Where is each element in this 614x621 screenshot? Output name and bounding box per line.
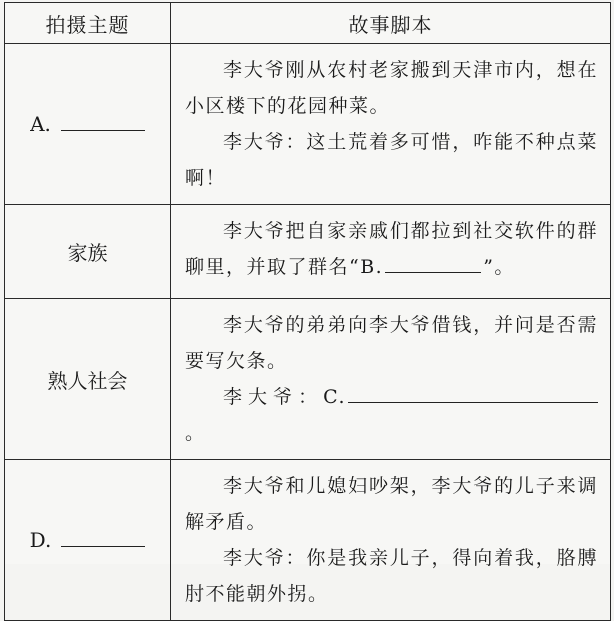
script-paragraph: 李大爷和儿媳妇吵架，李大爷的儿子来调解矛盾。	[185, 475, 598, 533]
table-row	[5, 460, 611, 621]
fill-blank-a[interactable]	[61, 129, 145, 131]
header-script: 故事脚本	[171, 3, 611, 44]
script-cell-d	[171, 460, 611, 621]
header-row	[5, 3, 611, 44]
table-row	[5, 44, 611, 205]
script-paragraph: 李大爷：这土荒着多可惜，咋能不种点菜啊！	[185, 131, 598, 189]
script-paragraph: 李大爷：你是我亲儿子，得向着我，胳膊肘不能朝外拐。	[185, 547, 598, 605]
fill-blank-c[interactable]	[348, 401, 598, 403]
script-cell-a	[171, 44, 611, 205]
table-row	[5, 299, 611, 460]
script-text-b-before: 李大爷把自家亲戚们都拉到社交软件的群聊里，并取了群名“B.	[185, 220, 598, 278]
fill-blank-d[interactable]	[61, 545, 145, 547]
header-theme: 拍摄主题	[5, 3, 171, 44]
theme-cell-a	[5, 44, 171, 205]
theme-cell-d	[5, 460, 171, 621]
script-cell-c	[171, 299, 611, 460]
script-cell-b	[171, 205, 611, 299]
worksheet	[4, 2, 610, 605]
script-paragraph	[185, 379, 598, 451]
script-text-c-before: 李大爷：C.	[223, 386, 346, 408]
script-paragraph	[185, 213, 598, 285]
script-text-b-after: ”。	[483, 256, 515, 278]
script-paragraph: 李大爷刚从农村老家搬到天津市内，想在小区楼下的花园种菜。	[185, 59, 598, 117]
theme-cell-acquaintance: 熟人社会	[5, 299, 171, 460]
fill-blank-b[interactable]	[385, 271, 481, 273]
theme-label-d: D.	[29, 528, 52, 552]
script-paragraph: 李大爷的弟弟向李大爷借钱，并问是否需要写欠条。	[185, 314, 598, 372]
theme-label-a: A.	[30, 112, 51, 136]
theme-cell-family: 家族	[5, 205, 171, 299]
table-row	[5, 205, 611, 299]
story-table	[4, 2, 611, 621]
script-text-c-after: 。	[185, 422, 206, 444]
